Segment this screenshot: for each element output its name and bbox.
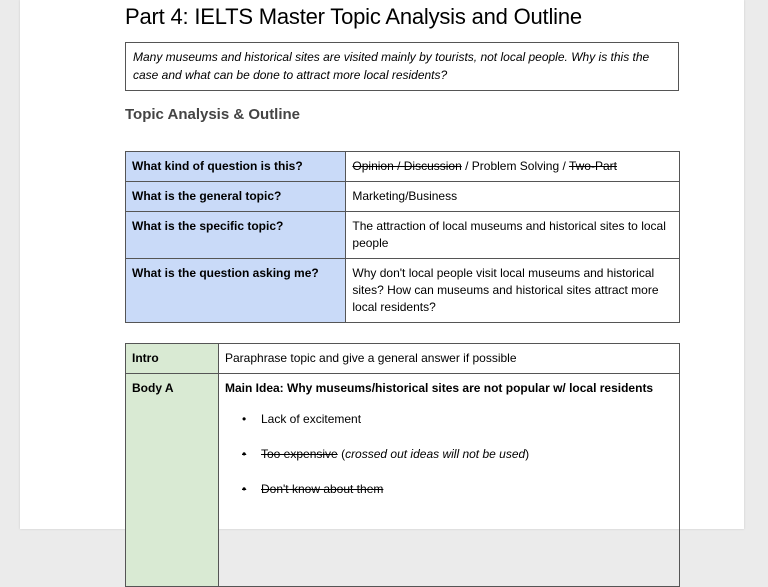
section-cell: Intro (126, 344, 219, 374)
answer-cell (346, 152, 680, 182)
idea-list (225, 411, 673, 498)
answer-cell: Why don't local people visit local museums and historical sites? How can museums and historical sites attract more local residents? (346, 259, 680, 323)
list-item (242, 411, 673, 428)
content-cell: Paraphrase topic and give a general answer if possible (219, 344, 680, 374)
essay-prompt-box (125, 42, 679, 91)
bullet-icon: • (242, 447, 247, 461)
question-cell: What is the specific topic? (126, 212, 346, 259)
main-idea: Main Idea: Why museums/historical sites are not popular w/ local residents (225, 381, 654, 395)
bullet-icon: • (242, 482, 247, 496)
bullet-icon: • (242, 412, 247, 426)
list-item-text: Don't know about them (261, 482, 384, 496)
question-cell: What is the general topic? (126, 182, 346, 212)
note-italic: crossed out ideas will not be used (345, 447, 526, 461)
question-cell: What kind of question is this? (126, 152, 346, 182)
answer-option-struck: Opinion / Discussion (352, 159, 462, 173)
answer-cell: The attraction of local museums and historical sites to local people (346, 212, 680, 259)
essay-prompt: Many museums and historical sites are visited mainly by tourists, not local people. Why is this the case and what can be done to attract more local residents? (133, 50, 650, 82)
topic-analysis-table (125, 151, 680, 323)
answer-option-struck: Two-Part (568, 159, 617, 173)
answer-cell: Marketing/Business (346, 182, 680, 212)
list-item-text: Lack of excitement (261, 412, 362, 426)
table-row (126, 344, 680, 374)
question-cell: What is the question asking me? (126, 259, 346, 323)
table-row (126, 212, 680, 259)
page-title: Part 4: IELTS Master Topic Analysis and Outline (125, 4, 582, 29)
list-item-text: Too expensive (261, 447, 338, 461)
section-cell: Body A (126, 374, 219, 587)
section-heading: Topic Analysis & Outline (125, 106, 301, 123)
table-row (126, 374, 680, 587)
list-item (242, 446, 673, 463)
answer-option-selected: / Problem Solving / (461, 159, 569, 173)
table-row (126, 152, 680, 182)
essay-outline-table (125, 343, 680, 587)
document-page (20, 0, 744, 529)
list-item (242, 481, 673, 498)
table-row (126, 182, 680, 212)
table-row (126, 259, 680, 323)
note-text: (crossed out ideas will not be used) (341, 447, 530, 461)
content-cell (219, 374, 680, 587)
